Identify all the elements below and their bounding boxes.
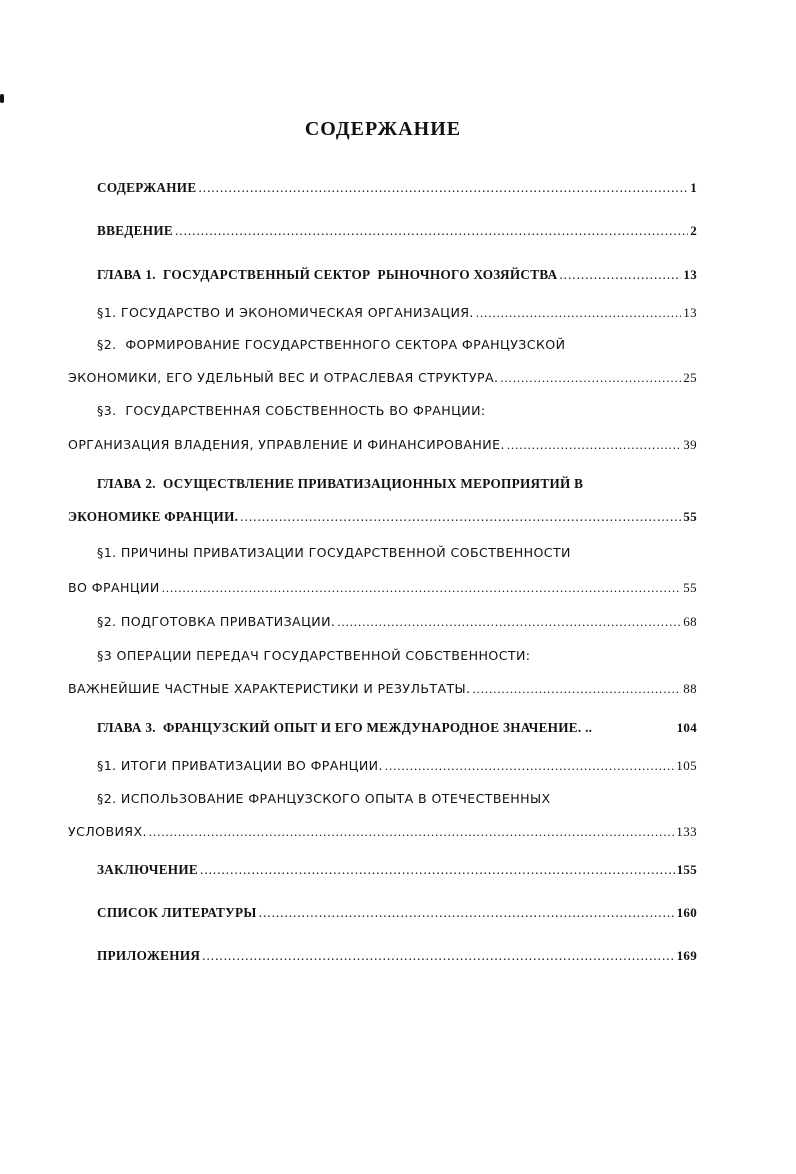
toc-entry-continuation xyxy=(68,580,697,596)
toc-entry-text: §2. ФОРМИРОВАНИЕ ГОСУДАРСТВЕННОГО СЕКТОРА ФРАНЦУЗСКОЙ xyxy=(97,337,566,352)
toc-entry-references xyxy=(97,905,697,921)
toc-page-number: 25 xyxy=(683,370,697,385)
toc-entry-text: ВО ФРАНЦИИ xyxy=(68,580,160,595)
toc-page-number: 160 xyxy=(676,905,697,920)
leader-dots xyxy=(149,825,674,840)
toc-entry-continuation xyxy=(68,437,697,453)
leader-dots xyxy=(198,180,688,196)
toc-entry-text: ВАЖНЕЙШИЕ ЧАСТНЫЕ ХАРАКТЕРИСТИКИ И РЕЗУЛЬТАТЫ. xyxy=(68,681,471,696)
toc-entry-conclusion xyxy=(97,862,697,878)
leader-dots xyxy=(500,371,681,386)
toc-page-number: 104 xyxy=(676,720,697,735)
toc-page-number: 13 xyxy=(683,267,697,282)
toc-entry-continuation xyxy=(68,509,697,525)
toc-entry-text: §3. ГОСУДАРСТВЕННАЯ СОБСТВЕННОСТЬ ВО ФРАНЦИИ: xyxy=(97,403,486,418)
toc-entry-section xyxy=(97,791,697,806)
toc-entry-text: §2. ПОДГОТОВКА ПРИВАТИЗАЦИИ. xyxy=(97,614,336,629)
toc-entry-text: ГЛАВА 1. ГОСУДАРСТВЕННЫЙ СЕКТОР РЫНОЧНОГО ХОЗЯЙСТВА xyxy=(97,267,558,282)
toc-entry-section xyxy=(97,614,697,630)
leader-dots xyxy=(200,862,675,878)
scan-mark xyxy=(0,94,4,103)
page-title: СОДЕРЖАНИЕ xyxy=(304,118,462,140)
leader-dots xyxy=(472,682,681,697)
toc-entry-appendices xyxy=(97,948,697,964)
toc-entry-section xyxy=(97,545,697,560)
toc-entry-text: СПИСОК ЛИТЕРАТУРЫ xyxy=(97,905,257,920)
toc-page-number: 155 xyxy=(676,862,697,877)
toc-page-number: 55 xyxy=(683,509,697,524)
toc-entry-chapter-1 xyxy=(97,267,697,283)
leader-dots xyxy=(507,438,681,453)
toc-entry-text: ОРГАНИЗАЦИЯ ВЛАДЕНИЯ, УПРАВЛЕНИЕ И ФИНАНСИРОВАНИЕ. xyxy=(68,437,505,452)
toc-page-number: 88 xyxy=(683,681,697,696)
toc-entry-section xyxy=(97,648,697,663)
leader-dots xyxy=(202,948,674,964)
toc-entry-text: §1. ПРИЧИНЫ ПРИВАТИЗАЦИИ ГОСУДАРСТВЕННОЙ СОБСТВЕННОСТИ xyxy=(97,545,571,560)
toc-entry-continuation xyxy=(68,824,697,840)
toc-entry-text: СОДЕРЖАНИЕ xyxy=(97,180,197,195)
toc-entry-text: §1. ИТОГИ ПРИВАТИЗАЦИИ ВО ФРАНЦИИ. xyxy=(97,758,383,773)
toc-entry-contents xyxy=(97,180,697,196)
toc-page-number: 133 xyxy=(676,824,697,839)
toc-entry-text: §3 ОПЕРАЦИИ ПЕРЕДАЧ ГОСУДАРСТВЕННОЙ СОБСТВЕННОСТИ: xyxy=(97,648,531,663)
toc-entry-text: §1. ГОСУДАРСТВО И ЭКОНОМИЧЕСКАЯ ОРГАНИЗАЦИЯ. xyxy=(97,305,474,320)
toc-entry-chapter-2 xyxy=(97,476,697,492)
toc-entry-section xyxy=(97,305,697,321)
toc-page-number: 39 xyxy=(683,437,697,452)
toc-entry-text: ПРИЛОЖЕНИЯ xyxy=(97,948,201,963)
toc-entry-text: §2. ИСПОЛЬЗОВАНИЕ ФРАНЦУЗСКОГО ОПЫТА В ОТЕЧЕСТВЕННЫХ xyxy=(97,791,551,806)
toc-entry-text: ГЛАВА 3. ФРАНЦУЗСКИЙ ОПЫТ И ЕГО МЕЖДУНАРОДНОЕ ЗНАЧЕНИЕ. .. xyxy=(97,720,593,735)
toc-entry-continuation xyxy=(68,370,697,386)
toc-page-number: 1 xyxy=(690,180,697,195)
leader-dots xyxy=(385,759,674,774)
toc-entry-text: ВВЕДЕНИЕ xyxy=(97,223,173,238)
toc-entry-text: ЗАКЛЮЧЕНИЕ xyxy=(97,862,199,877)
leader-dots xyxy=(476,306,681,321)
leader-dots xyxy=(175,223,688,239)
toc-page-number: 55 xyxy=(683,580,697,595)
toc-entry-text: ЭКОНОМИКЕ ФРАНЦИИ. xyxy=(68,509,239,524)
leader-dots xyxy=(559,267,681,283)
toc-entry-section xyxy=(97,758,697,774)
leader-dots xyxy=(337,615,681,630)
toc-page-number: 105 xyxy=(676,758,697,773)
toc-entry-section xyxy=(97,403,697,418)
toc-entry-section xyxy=(97,337,697,352)
leader-dots xyxy=(240,509,681,525)
toc-page-number: 2 xyxy=(690,223,697,238)
leader-dots xyxy=(162,581,681,596)
toc-entry-text: ЭКОНОМИКИ, ЕГО УДЕЛЬНЫЙ ВЕС И ОТРАСЛЕВАЯ СТРУКТУРА. xyxy=(68,370,499,385)
toc-page-number: 13 xyxy=(683,305,697,320)
toc-entry-continuation xyxy=(68,681,697,697)
toc-entry-text: ГЛАВА 2. ОСУЩЕСТВЛЕНИЕ ПРИВАТИЗАЦИОННЫХ МЕРОПРИЯТИЙ В xyxy=(97,476,584,491)
leader-dots xyxy=(259,905,675,921)
toc-entry-chapter-3 xyxy=(97,720,697,736)
toc-entry-text: УСЛОВИЯХ. xyxy=(68,824,147,839)
toc-page-number: 169 xyxy=(676,948,697,963)
toc-entry-introduction xyxy=(97,223,697,239)
toc-page-number: 68 xyxy=(683,614,697,629)
